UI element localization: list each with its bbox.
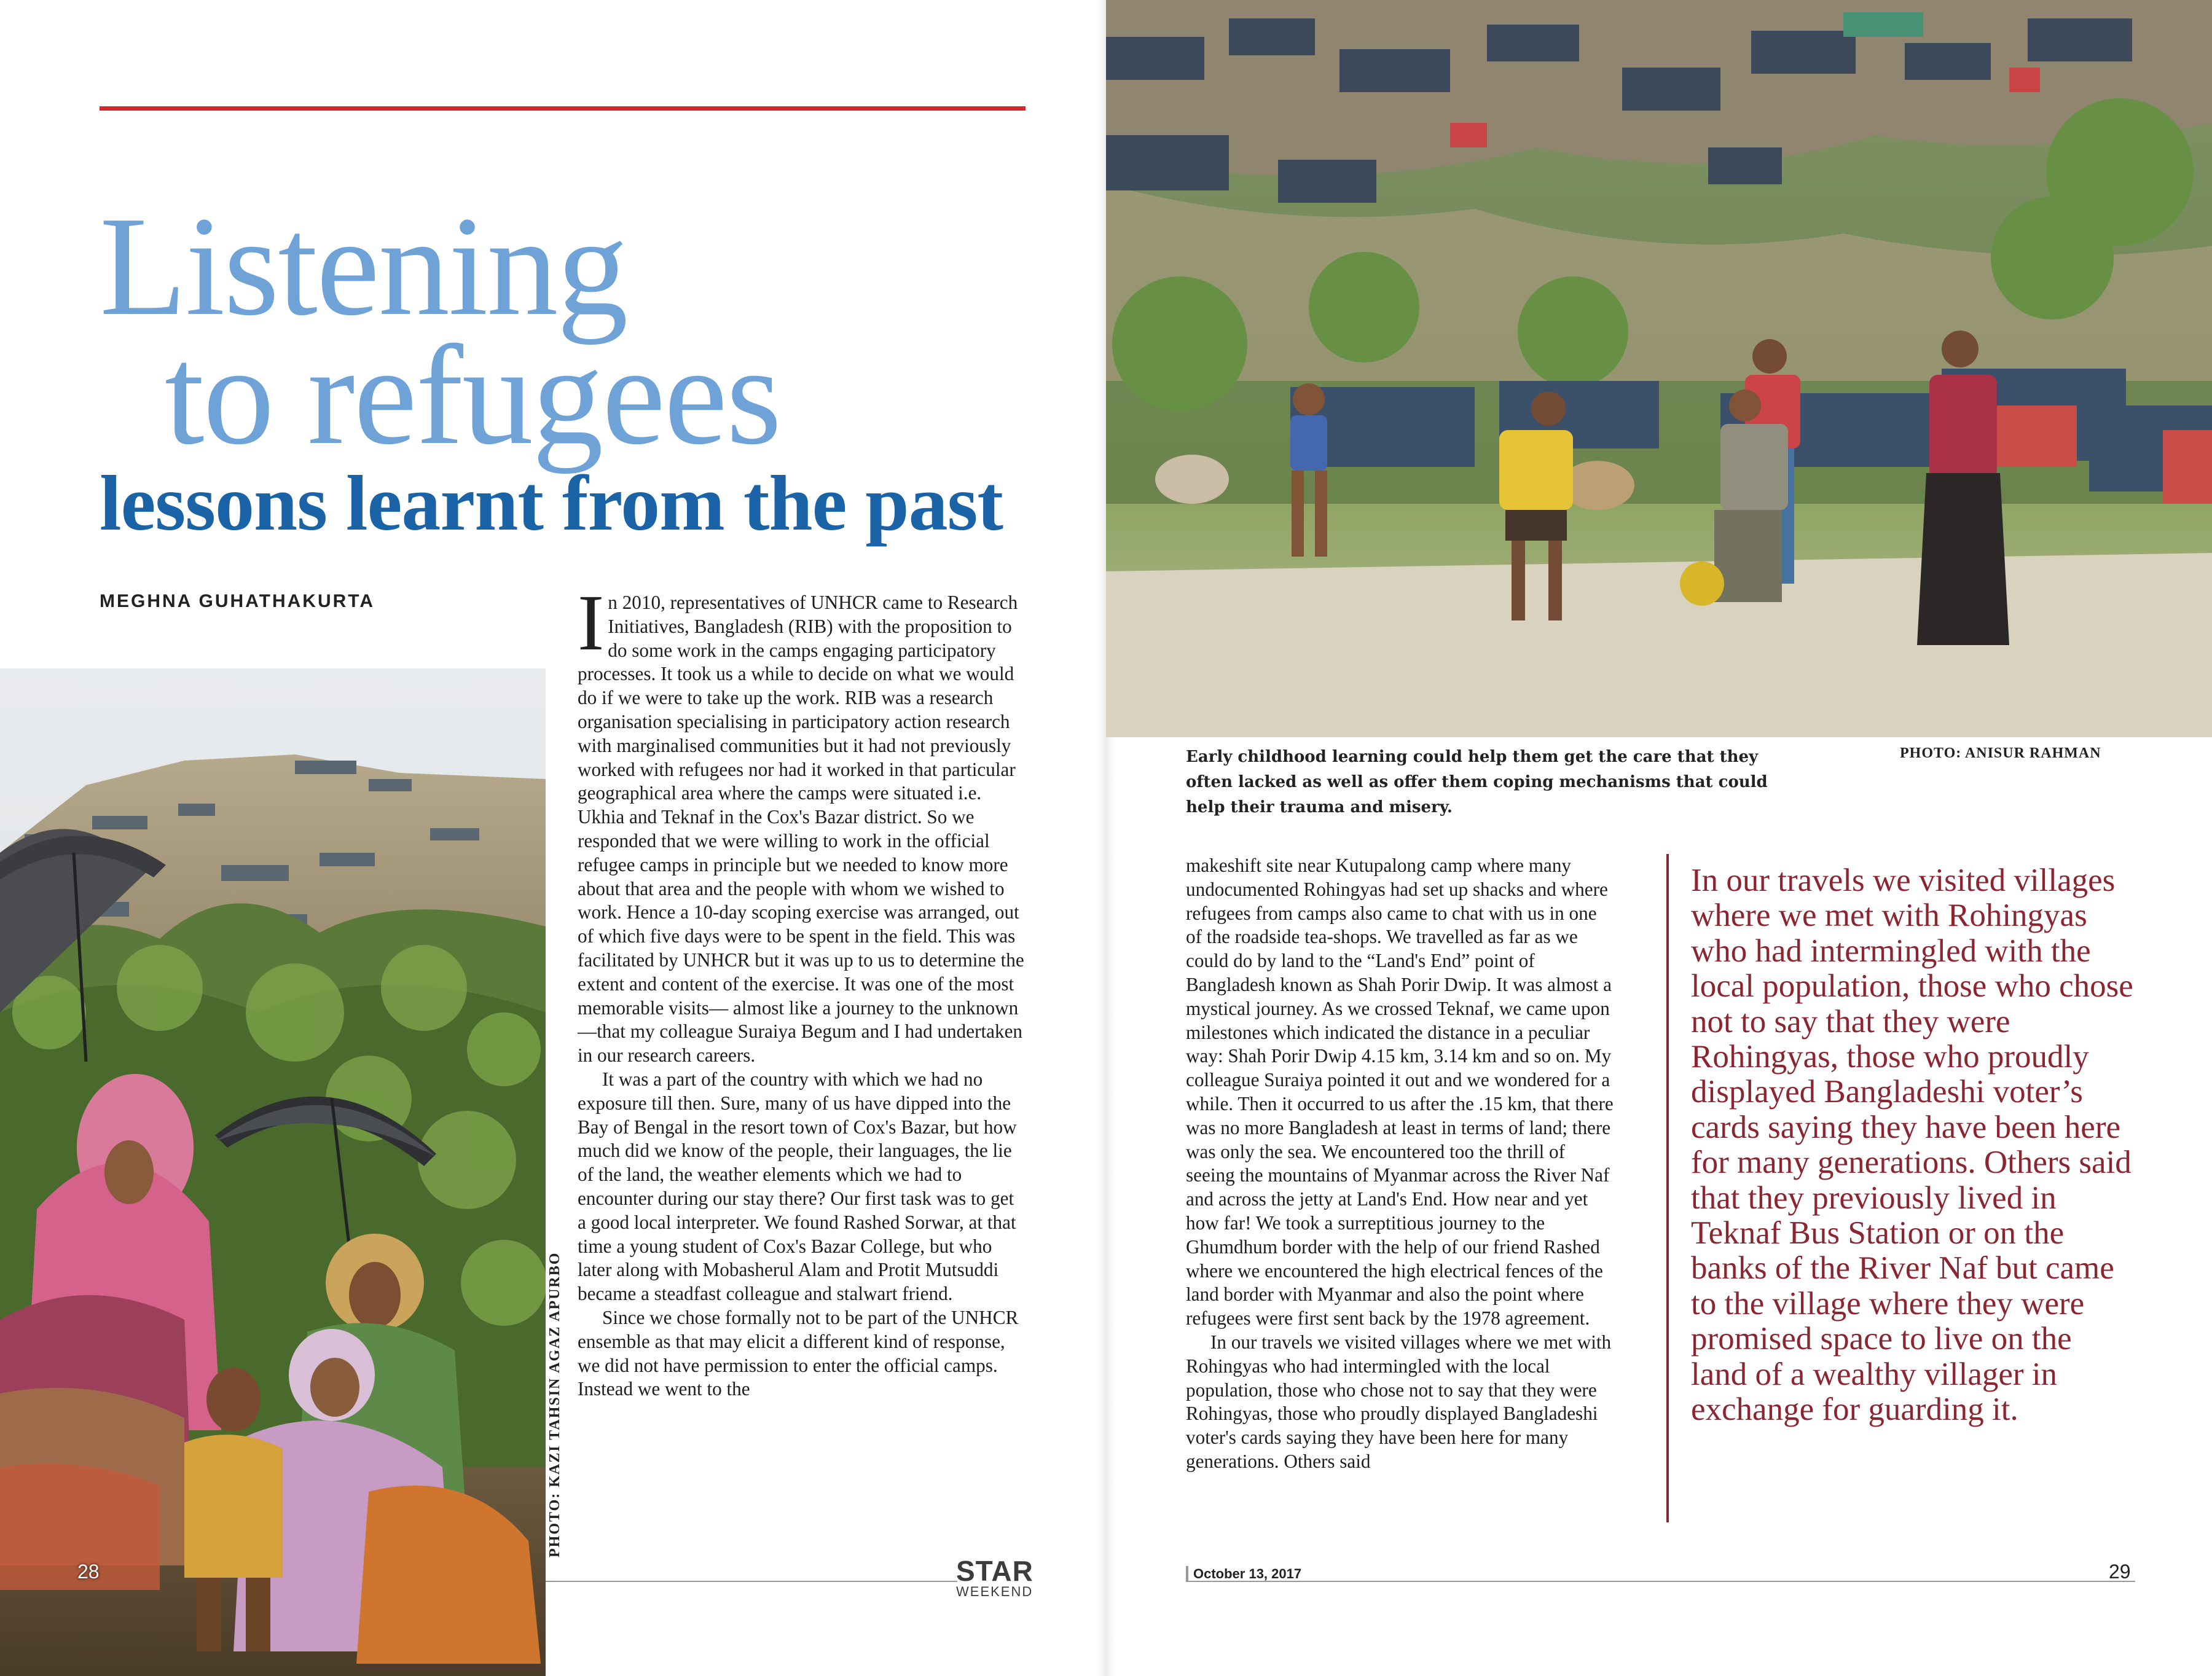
page-number-right: 29 (2109, 1560, 2131, 1583)
author-byline: MEGHNA GUHATHAKURTA (100, 591, 375, 611)
refugee-family-photo (0, 668, 546, 1676)
page-number-left: 28 (77, 1560, 100, 1583)
drop-cap: I (578, 579, 605, 667)
headline-line-1: Listening (100, 187, 627, 345)
paragraph: It was a part of the country with which we had no exposure till then. Sure, many of us have dipped into the Bay of Bengal in the resort town of Cox's Bazar, but how much did we know of the people, their languages, the lie of the land, the weather elements which we had to encounter during our stay there? Our first task was to get a good local interpreter. We found Rashed Sorwar, at that time a young student of Cox's Bazar College, but who later along with Mobasherul Alam and Protit Mutsuddi became a steadfast colleague and stalwart friend. (578, 1068, 1017, 1305)
paragraph (578, 579, 1026, 1068)
footer-marker (1186, 1566, 1188, 1582)
left-photo-credit: PHOTO: KAZI TAHSIN AGAZ APURBO (547, 1251, 563, 1557)
logo-weekend: WEEKEND (956, 1584, 1033, 1599)
article-column-2 (1186, 854, 1616, 1474)
pull-quote-rule (1666, 854, 1669, 1522)
right-photo-credit: PHOTO: ANISUR RAHMAN (1900, 745, 2101, 761)
article-column-1 (578, 579, 1026, 1401)
children-football-photo (1106, 0, 2212, 737)
pull-quote: In our travels we visited villages where we met with Rohingyas who had intermingled with the local population, those who chose not to say that they were Rohingyas, those who proudly displayed Bangladeshi voter’s cards saying they have been here for many generations. Others said that they previously lived in Teknaf Bus Station or on the banks of the River Naf but came to the village where they were promised space to live on the land of a wealthy villager in exchange for guarding it. (1691, 863, 2133, 1428)
paragraph: Since we chose formally not to be part of the UNHCR ensemble as that may elicit a different kind of response, we did not have permission to enter the official camps. Instead we went to the (578, 1306, 1019, 1400)
logo-star: STAR (956, 1555, 1033, 1587)
star-weekend-logo (956, 1555, 1033, 1599)
paragraph: In our travels we visited villages where we met with Rohingyas who had intermingled with the local population, those who chose not to say that they were Rohingyas, those who proudly displayed Bangladeshi voter's cards saying they have been here for many generations. Others said (1186, 1331, 1612, 1472)
headline-line-2: to refugees (165, 316, 781, 474)
footer-rule-right (1186, 1581, 2135, 1582)
header-rule (100, 106, 1026, 111)
footer-rule-left (546, 1581, 957, 1582)
subheadline: lessons learnt from the past (100, 460, 1003, 547)
paragraph: makeshift site near Kutupalong camp where many undocumented Rohingyas had set up shacks and where refugees from camps also came to chat with us in one of the roadside tea-shops. We travelled as far as we could do by land to the “Land's End” point of Bangladesh known as Shah Porir Dwip. It was almost a mystical journey. As we crossed Teknaf, we came upon milestones which indicated the distance in a peculiar way: Shah Porir Dwip 4.15 km, 3.14 km and so on. My colleague Suraiya pointed it out and we wondered for a while. Then it occurred to us after the .15 km, that there was no more Bangladesh at least in terms of land; there was only the sea. We encountered too the thrill of seeing the mountains of Myanmar across the River Naf and across the jetty at Land's End. How near and yet how far! We took a surreptitious journey to the Ghumdhum border with the help of our friend Rashed where we encountered the high electrical fences of the land border with Myanmar and also the point where refugees were first sent back by the 1978 agreement. (1186, 855, 1614, 1329)
issue-date: October 13, 2017 (1193, 1566, 1302, 1581)
photo-caption: Early childhood learning could help them get the care that they often lacked as well as offer them coping mechanisms that could help their trauma and misery. (1186, 748, 1768, 816)
paragraph-text: n 2010, representatives of UNHCR came to Research Initiatives, Bangladesh (RIB) with the proposition to do some work in the camps engaging participatory processes. It took us a while to decide on what we would do if we were to take up the work. RIB was a research organisation specialising in participatory action research with marginalised communities but it had not previously worked with refugees nor had it worked in that particular geographical area where the camps were situated i.e. Ukhia and Teknaf in the Cox's Bazar district. So we responded that we were willing to work in the official refugee camps in principle but we needed to know more about that area and the people with whom we wished to work. Hence a 10-day scoping exercise was arranged, out of which five days were to be spent in the field. This was facilitated by UNHCR but it was up to us to determine the extent and content of the exercise. It was one of the most memorable visits— almost like a journey to the unknown—that my colleague Suraiya Begum and I had undertaken in our research careers. (578, 592, 1024, 1067)
